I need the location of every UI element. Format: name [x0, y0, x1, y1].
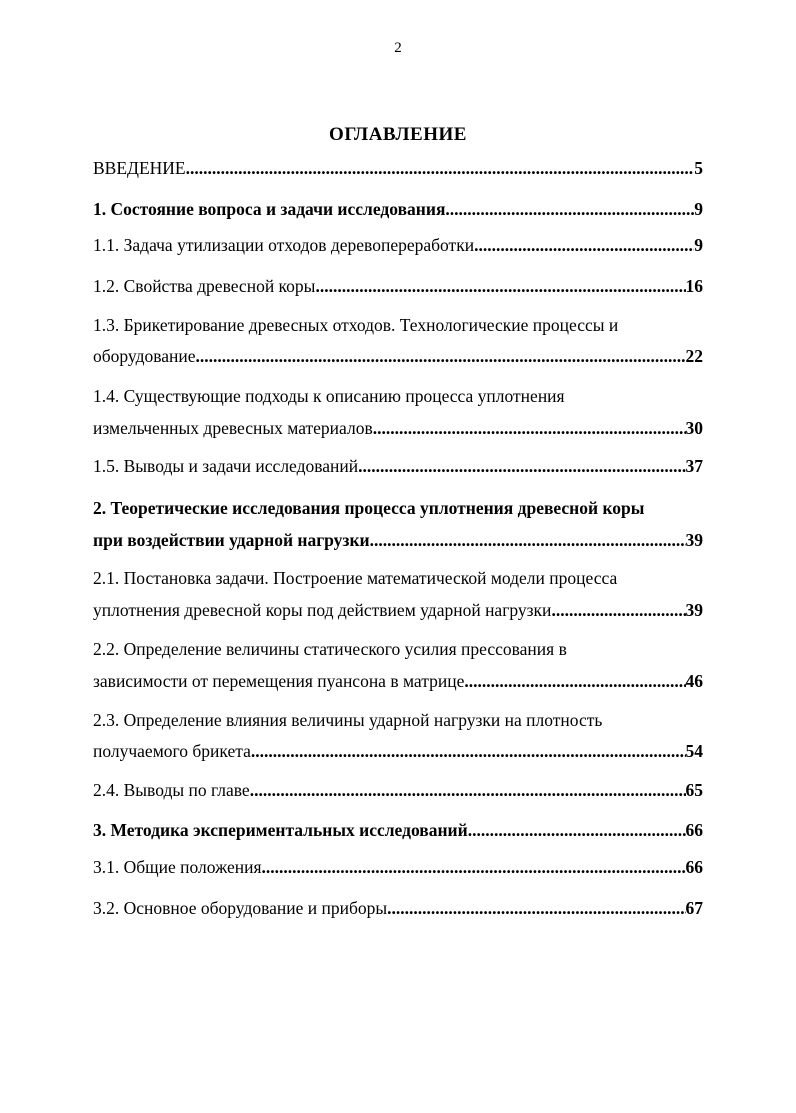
toc-leader-dots — [387, 897, 685, 919]
toc-entry-chapter-1[interactable] — [93, 198, 703, 220]
toc-entry-page: 30 — [685, 418, 703, 438]
toc-entry-1-3[interactable] — [93, 345, 703, 367]
toc-entry-1-5[interactable] — [93, 455, 703, 477]
toc-entry-2-1[interactable] — [93, 599, 703, 621]
toc-entry-page: 5 — [694, 158, 703, 178]
toc-leader-dots — [262, 856, 686, 878]
toc-entry-page: 66 — [685, 857, 703, 877]
toc-leader-dots — [315, 275, 685, 297]
toc-entry-title: 3.2. Основное оборудование и приборы — [93, 898, 388, 918]
toc-leader-dots — [474, 234, 694, 256]
toc-entry-page: 16 — [685, 276, 703, 296]
toc-entry-title: получаемого брикета — [93, 741, 251, 761]
toc-entry-1-4[interactable] — [93, 417, 703, 439]
toc-leader-dots — [370, 529, 686, 551]
toc-entry-2-2-line1[interactable]: 2.2. Определение величины статического усилия прессования в — [93, 639, 567, 659]
toc-entry-page: 65 — [685, 780, 703, 800]
toc-leader-dots — [358, 455, 685, 477]
toc-leader-dots — [250, 779, 686, 801]
toc-entry-title: 1.5. Выводы и задачи исследований — [93, 456, 359, 476]
toc-entry-page: 46 — [685, 671, 703, 691]
toc-leader-dots — [251, 740, 686, 762]
toc-entry-1-1[interactable] — [93, 234, 703, 256]
toc-entry-title: 1.2. Свойства древесной коры — [93, 276, 316, 296]
toc-entry-title: 2.4. Выводы по главе — [93, 780, 250, 800]
toc-entry-1-4-line1[interactable]: 1.4. Существующие подходы к описанию процесса уплотнения — [93, 386, 565, 406]
page-number: 2 — [394, 40, 402, 56]
toc-leader-dots — [186, 157, 695, 179]
toc-entry-title: 3. Методика экспериментальных исследований — [93, 820, 468, 840]
toc-entry-1-3-line1[interactable]: 1.3. Брикетирование древесных отходов. Технологические процессы и — [93, 315, 619, 335]
toc-entry-2-3[interactable] — [93, 740, 703, 762]
toc-entry-title: уплотнения древесной коры под действием ударной нагрузки — [93, 600, 552, 620]
toc-entry-page: 22 — [685, 346, 703, 366]
toc-entry-1-2[interactable] — [93, 275, 703, 297]
toc-entry-page: 54 — [685, 741, 703, 761]
toc-leader-dots — [464, 670, 685, 692]
toc-entry-title: 1. Состояние вопроса и задачи исследования — [93, 199, 446, 219]
toc-entry-title: при воздействии ударной нагрузки — [93, 530, 370, 550]
toc-entry-title: 1.1. Задача утилизации отходов деревопереработки — [93, 235, 475, 255]
toc-entry-page: 39 — [685, 600, 703, 620]
toc-entry-page: 67 — [685, 898, 703, 918]
toc-entry-3-2[interactable] — [93, 897, 703, 919]
toc-entry-3-1[interactable] — [93, 856, 703, 878]
toc-entry-2-2[interactable] — [93, 670, 703, 692]
toc-entry-page: 66 — [685, 820, 703, 840]
toc-entry-title: измельченных древесных материалов — [93, 418, 373, 438]
toc-entry-2-4[interactable] — [93, 779, 703, 801]
toc-entry-chapter-3[interactable] — [93, 819, 703, 841]
toc-entry-page: 37 — [685, 456, 703, 476]
toc-entry-page: 9 — [694, 235, 703, 255]
toc-entry-page: 9 — [694, 199, 703, 219]
toc-entry-chapter-2[interactable] — [93, 529, 703, 551]
toc-leader-dots — [196, 345, 686, 367]
toc-entry-introduction[interactable] — [93, 157, 703, 179]
toc-entry-title: зависимости от перемещения пуансона в матрице — [93, 671, 465, 691]
toc-entry-title: 3.1. Общие положения — [93, 857, 262, 877]
toc-entry-chapter-2-line1[interactable]: 2. Теоретические исследования процесса уплотнения древесной коры — [93, 498, 645, 518]
toc-entry-2-3-line1[interactable]: 2.3. Определение влияния величины ударной нагрузки на плотность — [93, 710, 603, 730]
toc-entry-2-1-line1[interactable]: 2.1. Постановка задачи. Построение математической модели процесса — [93, 568, 618, 588]
toc-leader-dots — [445, 198, 694, 220]
toc-entry-title: оборудование — [93, 346, 196, 366]
toc-entry-page: 39 — [685, 530, 703, 550]
page-title: ОГЛАВЛЕНИЕ — [329, 124, 467, 145]
toc-leader-dots — [373, 417, 686, 439]
toc-leader-dots — [468, 819, 686, 841]
toc-leader-dots — [551, 599, 685, 621]
toc-entry-title: ВВЕДЕНИЕ — [93, 158, 186, 178]
